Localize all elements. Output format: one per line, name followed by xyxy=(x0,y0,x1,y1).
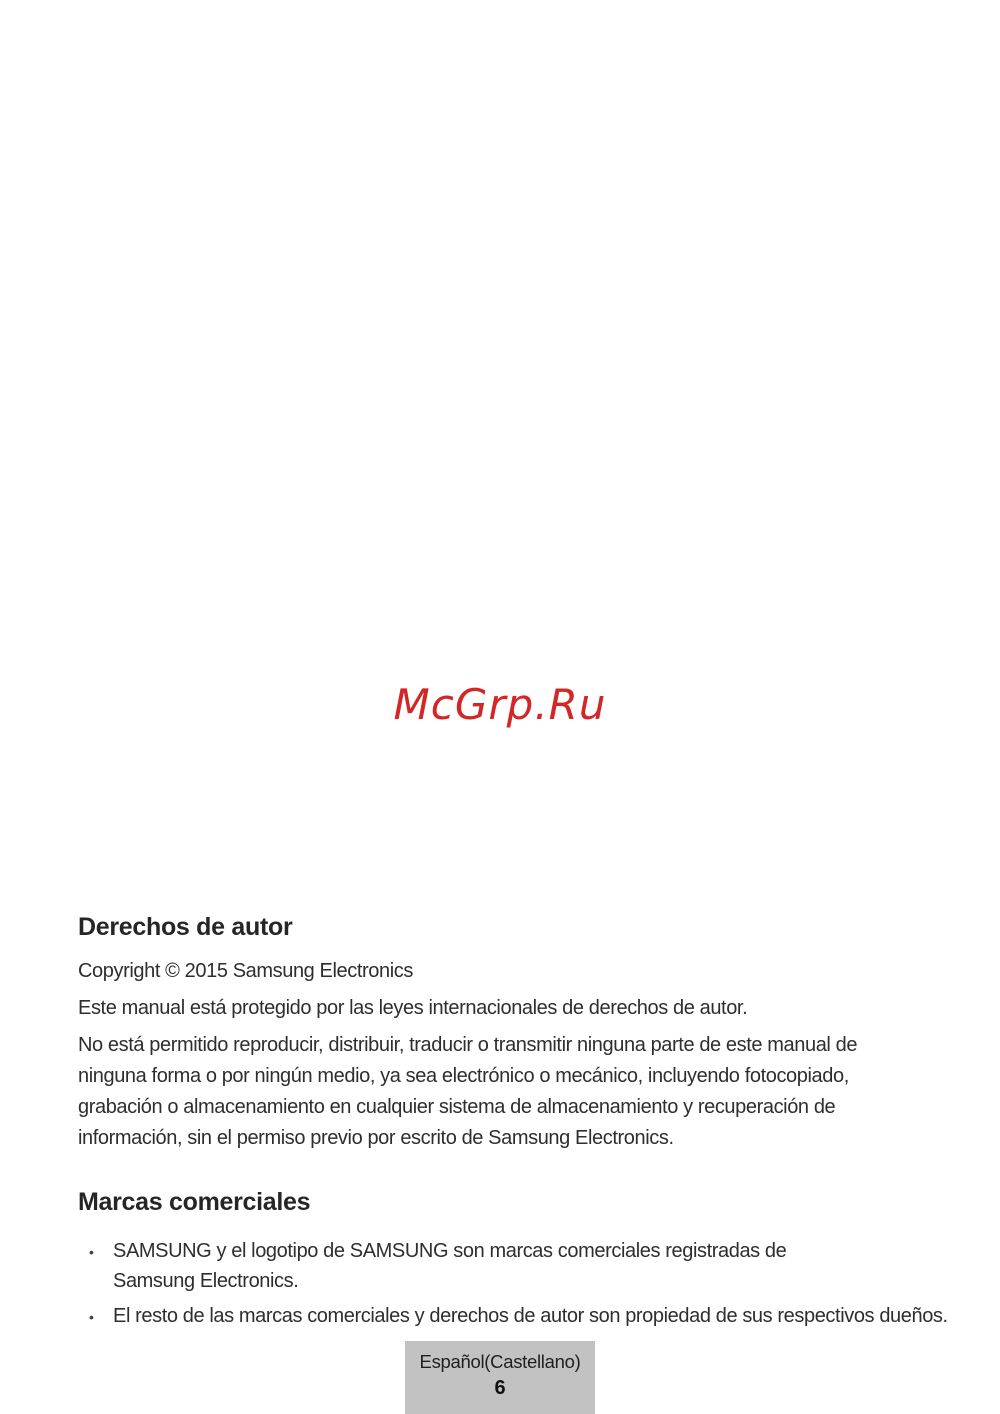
trademarks-section xyxy=(78,1186,960,1336)
list-item xyxy=(78,1301,960,1331)
copyright-heading: Derechos de autor xyxy=(78,913,293,941)
language-page-box xyxy=(405,1341,595,1414)
watermark-text: McGrp.Ru xyxy=(393,680,607,729)
page-number: 6 xyxy=(494,1377,506,1399)
trademarks-list xyxy=(78,1236,960,1331)
trademark-others-text: El resto de las marcas comerciales y derechos de autor son propiedad de sus respectivos dueños. xyxy=(113,1305,948,1327)
bullet-icon: • xyxy=(89,1309,94,1325)
trademark-samsung-text: SAMSUNG y el logotipo de SAMSUNG son marcas comerciales registradas de Samsung Electronics. xyxy=(113,1240,787,1292)
copyright-section xyxy=(78,911,925,1160)
copyright-notice-line: Copyright © 2015 Samsung Electronics xyxy=(78,960,413,982)
trademarks-heading: Marcas comerciales xyxy=(78,1188,311,1216)
bullet-icon: • xyxy=(89,1244,94,1260)
copyright-protection-line: Este manual está protegido por las leyes internacionales de derechos de autor. xyxy=(78,997,748,1019)
language-label: Español(Castellano) xyxy=(419,1351,581,1372)
copyright-restrictions-paragraph: No está permitido reproducir, distribuir, traducir o transmitir ninguna parte de este manual de ninguna forma o por ningún medio, ya sea electrónico o mecánico, incluyendo fotocopiado, grabación o almacenamiento en cualquier sistema de almacenamiento y recuperación de información, sin el permiso previo por escrito de Samsung Electronics. xyxy=(78,1034,858,1149)
list-item xyxy=(78,1236,960,1296)
